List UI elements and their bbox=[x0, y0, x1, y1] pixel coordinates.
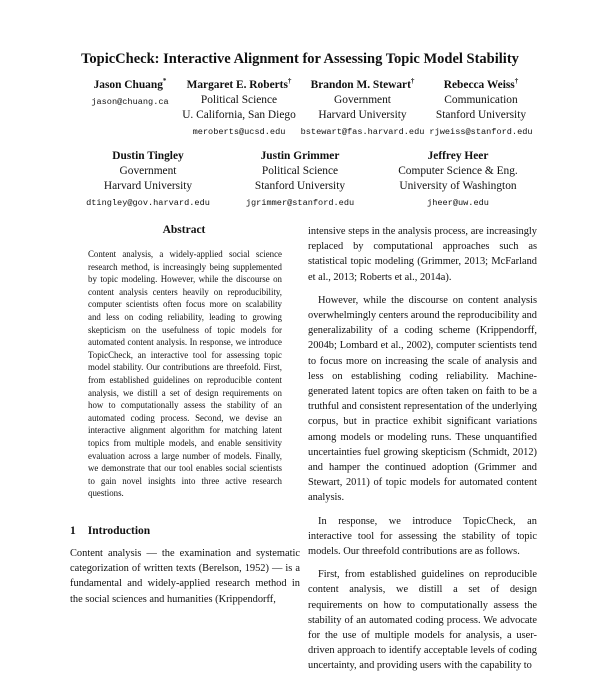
intro-paragraph: Content analysis — the examination and systematic categorization of written texts (Berelson, 1952) — is a fundamental and widely-applied research method in the social sciences and humanities (Krippendorff, bbox=[70, 548, 300, 605]
author-name: Margaret E. Roberts bbox=[186, 79, 288, 91]
section-title: Introduction bbox=[87, 525, 151, 537]
author-7 bbox=[383, 149, 533, 211]
author-email: bstewart@fas.harvard.edu bbox=[300, 127, 425, 137]
author-affiliation: Political Science bbox=[200, 94, 278, 106]
author-institution: University of Washington bbox=[399, 180, 517, 192]
body-paragraph-3: In response, we introduce TopicCheck, an interactive tool for assessing the stability of topic models. Our threefold contributions are as follows. bbox=[308, 515, 537, 558]
author-5 bbox=[78, 149, 218, 211]
author-email: rjweiss@stanford.edu bbox=[429, 127, 533, 137]
author-affiliation: Government bbox=[119, 165, 177, 177]
author-name: Justin Grimmer bbox=[260, 150, 340, 162]
section-number: 1 bbox=[70, 525, 76, 537]
author-institution: Harvard University bbox=[318, 109, 407, 121]
author-email: meroberts@ucsd.edu bbox=[192, 127, 286, 137]
abstract-body: Content analysis, a widely-applied social science research method, is increasingly being supplemented by topic modeling. However, while the discourse on content analysis centers heavily on reproducibility, computer scientists often focus more on scalability and less on coding reliability, leading to growing skepticism on the usefulness of topic models for automated content analysis. In response, we introduce TopicCheck, an interactive tool for assessing topic model stability. Our contributions are threefold. First, from established guidelines on reproducible content analysis, we distill a set of design requirements on how to computationally assess the stability of an automated coding process. Second, we devise an interactive alignment algorithm for matching latent topics from multiple models, and enable sensitivity evaluation across a large number of models. Finally, we demonstrate that our tool enables social scientists to gain novel insights into three active research questions. bbox=[88, 249, 282, 499]
author-2 bbox=[175, 78, 303, 140]
author-institution: Stanford University bbox=[435, 109, 527, 121]
author-mark: † bbox=[287, 77, 292, 86]
author-name: Jeffrey Heer bbox=[427, 150, 489, 162]
author-affiliation: Government bbox=[334, 94, 391, 106]
author-email: jgrimmer@stanford.edu bbox=[245, 198, 355, 208]
body-paragraph-4: First, from established guidelines on reproducible content analysis, we distill a set of design requirements on how to computationally assess the stability of an automated coding process. We advocate for the use of multiple models for analysis, a user-driven approach to identify acceptable levels of coding uncertainty, and providing users with the capability to bbox=[308, 569, 537, 672]
author-email: jheer@uw.edu bbox=[427, 198, 489, 208]
author-affiliation: Political Science bbox=[261, 165, 339, 177]
author-3 bbox=[296, 78, 429, 140]
author-affiliation: Computer Science & Eng. bbox=[398, 165, 518, 177]
author-mark: † bbox=[514, 77, 519, 86]
author-email: jason@chuang.ca bbox=[91, 97, 169, 107]
author-mark: † bbox=[410, 77, 415, 86]
author-name: Dustin Tingley bbox=[112, 150, 184, 162]
author-mark: * bbox=[162, 77, 167, 86]
author-name: Jason Chuang bbox=[93, 79, 163, 91]
author-6 bbox=[230, 149, 370, 211]
paper-title: TopicCheck: Interactive Alignment for Assessing Topic Model Stability bbox=[81, 51, 519, 67]
right-column bbox=[308, 224, 537, 682]
body-paragraph-1: intensive steps in the analysis process, are increasingly replaced by computational approaches such as statistical topic modeling (Grimmer, 2013; McFarland et al., 2013; Roberts et al., 2014a). bbox=[308, 226, 537, 283]
author-1 bbox=[70, 78, 190, 110]
author-email: dtingley@gov.harvard.edu bbox=[86, 198, 210, 208]
author-name: Rebecca Weiss bbox=[443, 79, 515, 91]
author-institution: Harvard University bbox=[103, 180, 193, 192]
author-name: Brandon M. Stewart bbox=[310, 79, 411, 91]
author-institution: Stanford University bbox=[254, 180, 346, 192]
body-paragraph-2: However, while the discourse on content analysis overwhelmingly centers around the reproducibility and generalizability of a coding scheme (Krippendorff, 2004b; Lombard et al., 2002), computer scientists tend to focus more on increasing the scale of analysis and less on establishing coding reliability. Machine-generated latent topics are often taken on faith to be a truthful and consistent representation of the underlying corpus, but in practice exhibit significant variations among models or modeling runs. These unquantified uncertainties fuel growing skepticism (Schmidt, 2012) and hamper the continued adoption (Grimmer and Stewart, 2011) of topic models for automated content analysis. bbox=[308, 294, 537, 504]
author-4 bbox=[422, 78, 540, 140]
author-affiliation: Communication bbox=[444, 94, 518, 106]
author-institution: U. California, San Diego bbox=[182, 109, 296, 121]
abstract-heading: Abstract bbox=[162, 224, 206, 236]
section-heading bbox=[70, 525, 150, 537]
